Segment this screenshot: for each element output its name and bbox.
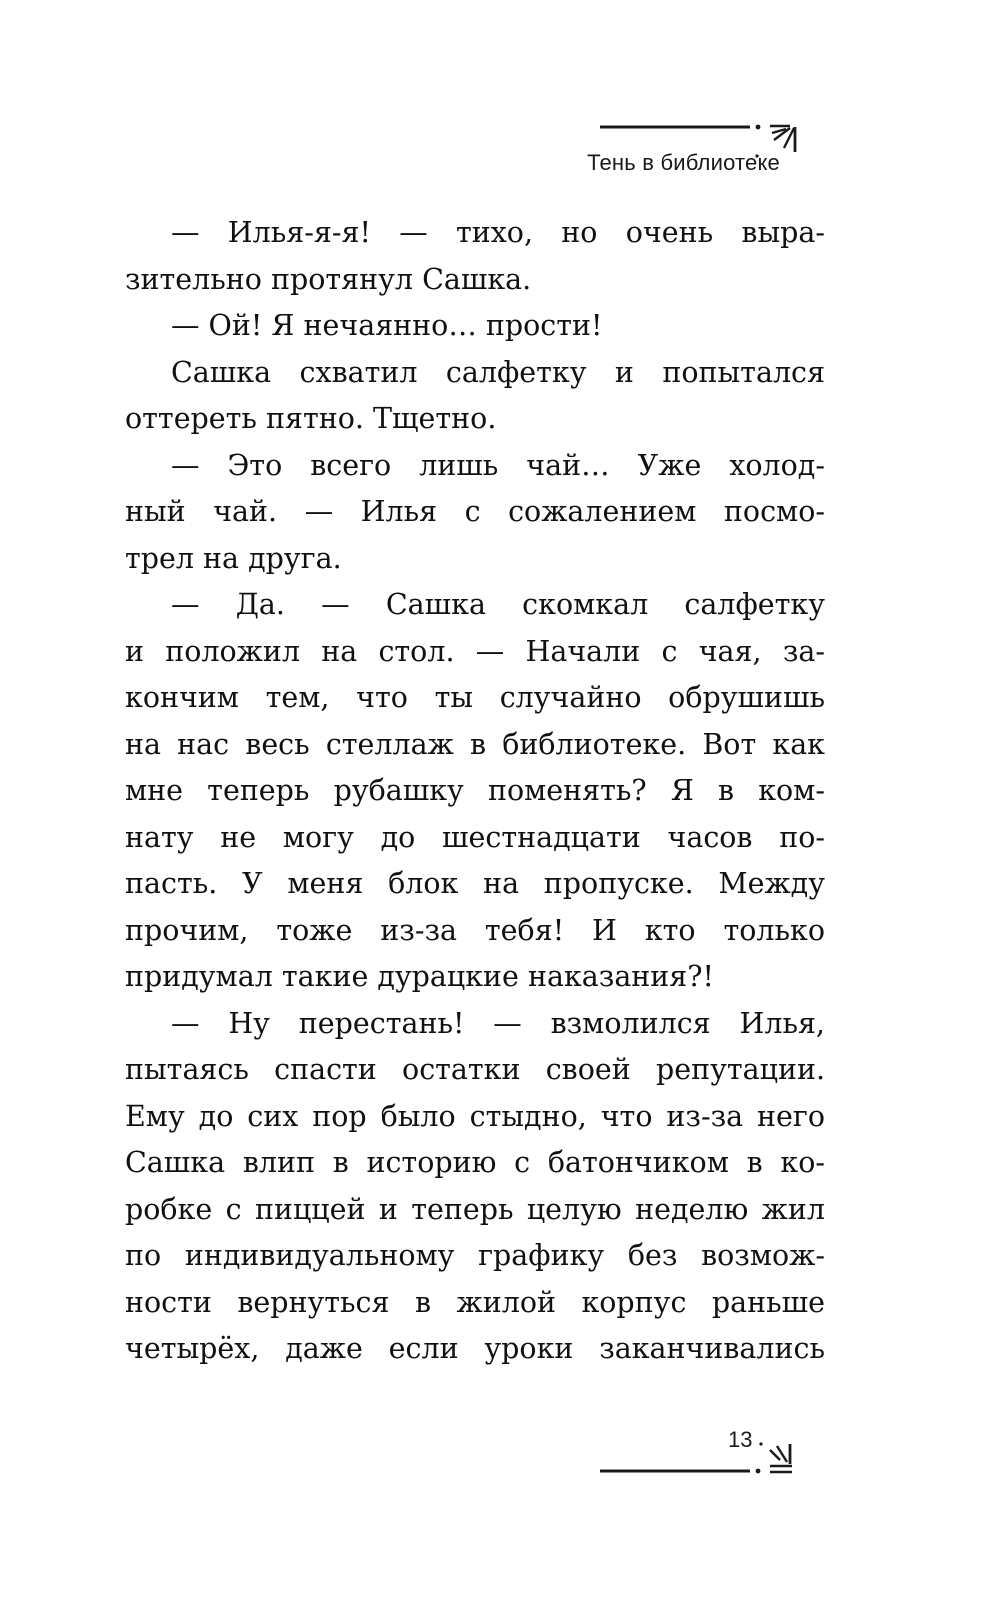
text-line: Сашка схватил салфетку и попытался <box>171 355 825 389</box>
text-line: придумал такие дурацкие наказания?! <box>125 960 715 993</box>
body-text <box>125 210 825 1373</box>
text-line: зительно протянул Сашка. <box>125 262 532 296</box>
text-line: — Ну перестань! — взмолился Илья, <box>171 1006 825 1040</box>
text-line: — Да. — Сашка скомкал салфетку <box>171 588 825 621</box>
text-line: прочим, тоже из-за тебя! И кто только <box>125 913 825 947</box>
text-line: четырёх, даже если уроки заканчивались <box>125 1332 825 1365</box>
text-line: на нас весь стеллаж в библиотеке. Вот как <box>125 727 825 761</box>
text-line: кончим тем, что ты случайно обрушишь <box>125 681 825 714</box>
text-line: оттереть пятно. Тщетно. <box>125 402 497 435</box>
footer-ornament-icon <box>600 1440 825 1480</box>
text-line: — Это всего лишь чай… Уже холод- <box>171 448 825 482</box>
text-line: робке с пиццей и теперь целую неделю жил <box>125 1192 825 1226</box>
text-line: — Илья-я-я! — тихо, но очень выра- <box>171 216 825 249</box>
text-line: Ему до сих пор было стыдно, что из-за него <box>125 1099 825 1133</box>
text-line: пытаясь спасти остатки своей репутации. <box>125 1053 825 1086</box>
text-line: пасть. У меня блок на пропуске. Между <box>125 867 825 900</box>
running-head-title: Тень в библиотеке <box>587 150 780 175</box>
page-number: 13 <box>728 1427 753 1452</box>
text-line: трел на друга. <box>125 541 342 575</box>
text-line: нату не могу до шестнадцати часов по- <box>125 820 825 854</box>
text-line: мне теперь рубашку поменять? Я в ком- <box>125 774 825 807</box>
text-line: ности вернуться в жилой корпус раньше <box>125 1285 825 1319</box>
text-line: и положил на стол. — Начали с чая, за- <box>125 634 825 668</box>
text-line: по индивидуальному графику без возмож- <box>125 1239 825 1272</box>
text-line: ный чай. — Илья с сожалением посмо- <box>125 495 825 528</box>
text-line: Сашка влип в историю с батончиком в ко- <box>125 1146 825 1179</box>
text-line: — Ой! Я нечаянно… прости! <box>171 309 603 342</box>
